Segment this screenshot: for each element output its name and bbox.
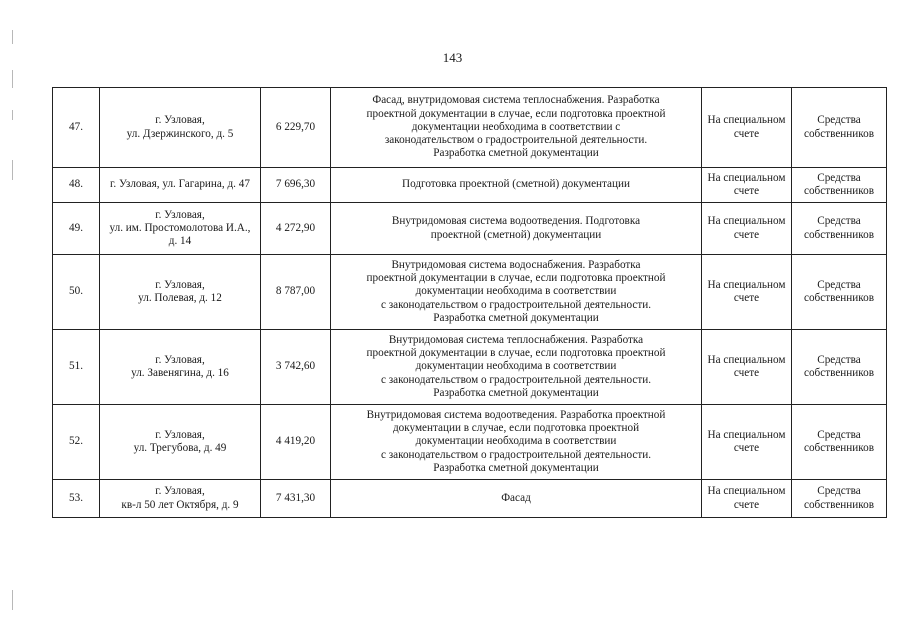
address-cell-line: г. Узловая, — [155, 485, 205, 498]
account-type-cell-line: На специальном — [707, 278, 786, 291]
cost-cell: 3 742,60 — [261, 330, 331, 405]
address-cell-line: г. Узловая, — [155, 428, 205, 441]
account-type-cell — [702, 168, 792, 203]
account-type-cell-line: На специальном — [707, 353, 786, 366]
works-description-cell-line: документации необходима в соответствии с — [411, 120, 621, 133]
row-number-cell: 48. — [53, 168, 100, 203]
address-cell — [100, 330, 261, 405]
works-description-cell-line: Разработка сметной документации — [433, 386, 599, 399]
works-description-cell-line: Разработка сметной документации — [433, 147, 599, 160]
funding-source-cell — [792, 88, 887, 168]
funding-source-cell-line: Средства — [817, 428, 861, 441]
row-number-cell: 47. — [53, 88, 100, 168]
funding-source-cell-line: собственников — [804, 498, 874, 511]
funding-source-cell — [792, 168, 887, 203]
table-row — [53, 255, 887, 330]
row-number-cell: 50. — [53, 255, 100, 330]
address-cell — [100, 168, 261, 203]
table-body — [53, 88, 887, 518]
funding-source-cell-line: Средства — [817, 114, 861, 127]
cost-cell: 4 419,20 — [261, 405, 331, 480]
cost-cell: 8 787,00 — [261, 255, 331, 330]
works-description-cell-line: с законодательством о градостроительной деятельности. — [380, 373, 652, 386]
funding-source-cell-line: Средства — [817, 215, 861, 228]
works-description-cell-line: законодательством о градостроительной деятельности. — [384, 134, 648, 147]
address-cell — [100, 203, 261, 255]
works-description-cell-line: Фасад, внутридомовая система теплоснабжения. Разработка — [372, 94, 660, 107]
funding-source-cell — [792, 203, 887, 255]
works-description-cell-line: Разработка сметной документации — [433, 461, 599, 474]
address-cell — [100, 405, 261, 480]
works-description-cell-line: Подготовка проектной (сметной) документации — [402, 178, 630, 191]
address-cell-line: кв-л 50 лет Октября, д. 9 — [121, 498, 239, 511]
row-number-cell: 52. — [53, 405, 100, 480]
works-description-cell-line: документации необходима в соответствии — [415, 285, 617, 298]
scan-edge-mark — [12, 30, 13, 44]
works-description-cell — [331, 168, 702, 203]
cost-cell: 7 696,30 — [261, 168, 331, 203]
works-description-cell — [331, 255, 702, 330]
address-cell-line: г. Узловая, — [155, 208, 205, 221]
works-description-cell-line: проектной документации в случае, если подготовка проектной — [366, 272, 666, 285]
works-description-cell-line: Разработка сметной документации — [433, 311, 599, 324]
works-description-cell-line: Внутридомовая система теплоснабжения. Разработка — [388, 333, 644, 346]
account-type-cell-line: счете — [733, 498, 760, 511]
works-description-cell-line: с законодательством о градостроительной деятельности. — [380, 298, 652, 311]
row-number-cell: 53. — [53, 480, 100, 518]
funding-source-cell-line: собственников — [804, 292, 874, 304]
funding-source-cell — [792, 255, 887, 330]
works-description-cell — [331, 330, 702, 405]
address-cell — [100, 255, 261, 330]
works-description-cell-line: проектной (сметной) документации — [430, 228, 602, 241]
scan-edge-mark — [12, 110, 13, 120]
funding-source-cell-line: Средства — [817, 353, 861, 366]
funding-source-cell-line: Средства — [817, 171, 861, 184]
works-description-cell-line: проектной документации в случае, если подготовка проектной — [366, 347, 666, 360]
account-type-cell — [702, 330, 792, 405]
works-description-cell-line: проектной документации в случае, если подготовка проектной — [366, 107, 666, 120]
page-number: 143 — [442, 50, 463, 65]
account-type-cell — [702, 255, 792, 330]
works-description-cell-line: документации необходима в соответствии — [415, 360, 617, 373]
account-type-cell-line: счете — [733, 127, 760, 140]
works-description-cell-line: документации необходима в соответствии — [415, 435, 617, 448]
works-description-cell-line: Внутридомовая система водоснабжения. Разработка — [391, 258, 641, 271]
account-type-cell — [702, 480, 792, 518]
address-cell-line: ул. Полевая, д. 12 — [138, 292, 222, 304]
address-cell — [100, 480, 261, 518]
account-type-cell-line: На специальном — [707, 485, 786, 498]
works-description-cell-line: Внутридомовая система водоотведения. Разработка проектной — [366, 408, 666, 421]
table-row — [53, 480, 887, 518]
address-cell-line: ул. Дзержинского, д. 5 — [126, 127, 234, 140]
address-cell-line: г. Узловая, — [155, 114, 205, 127]
works-description-cell — [331, 88, 702, 168]
account-type-cell — [702, 405, 792, 480]
table-row — [53, 88, 887, 168]
address-cell-line: ул. им. Простомолотова И.А., — [109, 221, 251, 234]
account-type-cell-line: счете — [733, 442, 760, 454]
address-cell-line: ул. Завенягина, д. 16 — [131, 367, 229, 379]
account-type-cell — [702, 203, 792, 255]
address-cell-line: г. Узловая, — [155, 353, 205, 366]
funding-source-cell — [792, 405, 887, 480]
scan-edge-mark — [12, 160, 13, 180]
funding-source-cell-line: Средства — [817, 485, 861, 498]
account-type-cell — [702, 88, 792, 168]
funding-source-cell — [792, 480, 887, 518]
works-description-cell-line: Внутридомовая система водоотведения. Подготовка — [391, 215, 641, 228]
account-type-cell-line: На специальном — [707, 215, 786, 228]
works-description-cell — [331, 480, 702, 518]
works-description-cell — [331, 405, 702, 480]
account-type-cell-line: На специальном — [707, 114, 786, 127]
scan-edge-mark — [12, 590, 13, 610]
account-type-cell-line: счете — [733, 367, 760, 379]
cost-cell: 6 229,70 — [261, 88, 331, 168]
works-description-cell — [331, 203, 702, 255]
table-row — [53, 168, 887, 203]
address-cell-line: д. 14 — [168, 235, 192, 248]
account-type-cell-line: счете — [733, 228, 760, 241]
scan-edge-mark — [12, 70, 13, 88]
works-description-cell-line: документации в случае, если подготовка проектной — [392, 422, 640, 435]
funding-source-cell-line: собственников — [804, 127, 874, 140]
works-description-cell-line: с законодательством о градостроительной деятельности. — [380, 448, 652, 461]
works-description-cell-line: Фасад — [501, 491, 531, 504]
row-number-cell: 49. — [53, 203, 100, 255]
repair-works-table — [52, 87, 887, 518]
funding-source-cell — [792, 330, 887, 405]
funding-source-cell-line: собственников — [804, 185, 874, 197]
account-type-cell-line: На специальном — [707, 428, 786, 441]
table-row — [53, 203, 887, 255]
funding-source-cell-line: Средства — [817, 278, 861, 291]
row-number-cell: 51. — [53, 330, 100, 405]
funding-source-cell-line: собственников — [804, 228, 874, 241]
cost-cell: 4 272,90 — [261, 203, 331, 255]
cost-cell: 7 431,30 — [261, 480, 331, 518]
table-row — [53, 405, 887, 480]
address-cell-line: г. Узловая, — [155, 278, 205, 291]
address-cell-line: г. Узловая, ул. Гагарина, д. 47 — [110, 178, 250, 191]
table-row — [53, 330, 887, 405]
account-type-cell-line: счете — [733, 185, 760, 197]
address-cell — [100, 88, 261, 168]
address-cell-line: ул. Трегубова, д. 49 — [133, 442, 227, 454]
funding-source-cell-line: собственников — [804, 367, 874, 379]
funding-source-cell-line: собственников — [804, 442, 874, 454]
account-type-cell-line: счете — [733, 292, 760, 304]
account-type-cell-line: На специальном — [707, 171, 786, 184]
